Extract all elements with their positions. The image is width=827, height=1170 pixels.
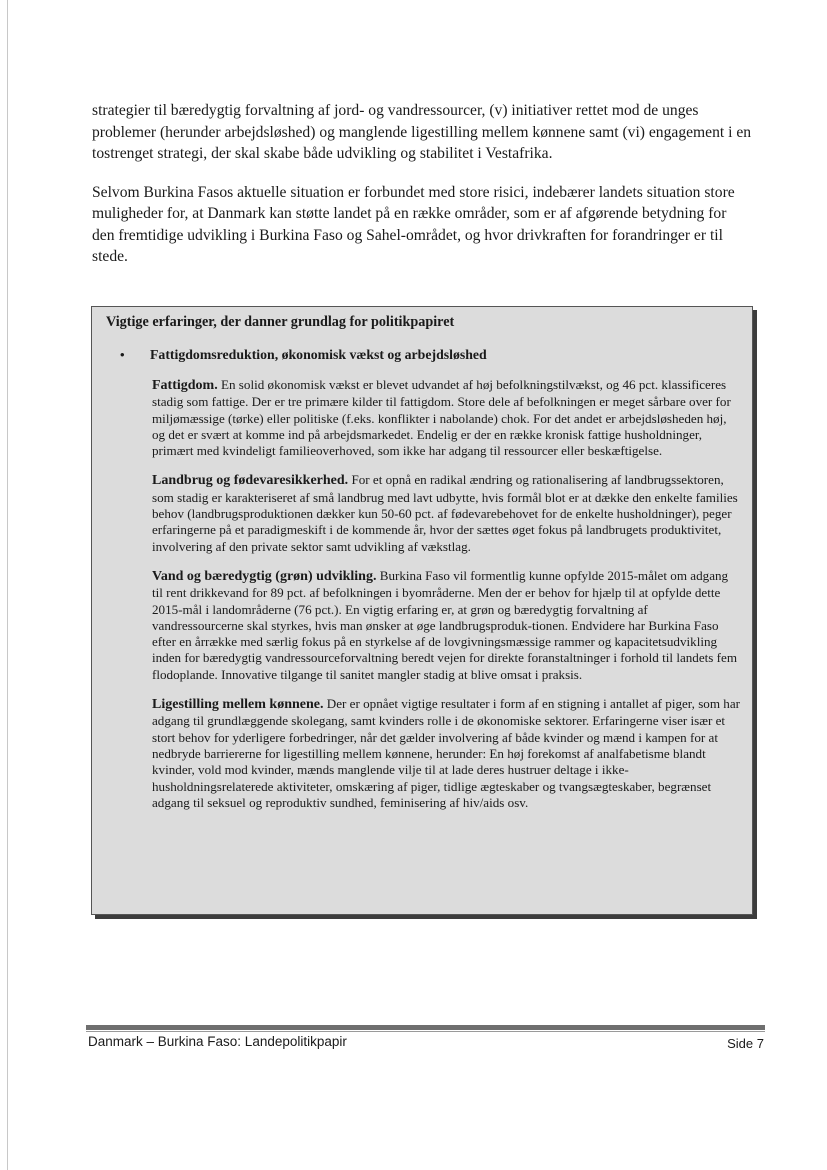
section-agriculture: [152, 472, 740, 554]
intro-paragraph-2: Selvom Burkina Fasos aktuelle situation er forbundet med store risici, indebærer landets situation store muligheder for, at Danmark kan støtte landet på en række områder, som er af afgørende betydning for den fremtidige udvikling i Burkina Faso og Sahel-området, og hvor drivkraften for forandringer er til stede.: [92, 183, 735, 265]
footer-rule: [86, 1025, 765, 1030]
intro-text: [92, 100, 752, 285]
bullet-heading: Fattigdomsreduktion, økonomisk vækst og arbejdsløshed: [150, 347, 487, 362]
section-lead: Landbrug og fødevaresikkerhed.: [152, 473, 349, 489]
intro-paragraph-1: strategier til bæredygtig forvaltning af jord- og vandressourcer, (v) initiativer rettet mod de unges problemer (herunder arbejdsløshed) og manglende ligestilling mellem kønnene samt (vi) engagement i en tostrenget strategi, der skal skabe både udvikling og stabilitet i Vestafrika.: [92, 102, 752, 162]
section-lead: Vand og bæredygtig (grøn) udvikling.: [152, 568, 377, 584]
section-lead: Ligestilling mellem kønnene.: [152, 697, 324, 713]
footer-document-title: Danmark – Burkina Faso: Landepolitikpapir: [88, 1034, 347, 1049]
footer-rule-thin: [86, 1031, 765, 1032]
box-title: Vigtige erfaringer, der danner grundlag for politikpapiret: [106, 314, 455, 330]
bullet-heading-line: [120, 347, 740, 363]
page-left-edge: [7, 0, 8, 1170]
bullet-icon: •: [120, 347, 125, 362]
section-text: For et opnå en radikal ændring og rationalisering af landbrugssektoren, som stadig er karakteriseret af små landbrug med lavt udbytte, hvis formål blot er at dække den enkelte families behov (landbrugsproduktionen dækker kun 50-60 pct. af fødevarebehovet for de enkelte husholdninger), peger erfaringerne på et paradigmeskift i de kommende år, hvor der sættes øget fokus på landbrugets produktivitet, involvering af den private sektor samt udvikling af vækstlag.: [152, 472, 738, 554]
footer-page-number: Side 7: [727, 1036, 764, 1051]
section-water: [152, 568, 740, 683]
section-gender: [152, 696, 740, 811]
section-lead: Fattigdom.: [152, 378, 218, 393]
section-text: En solid økonomisk vækst er blevet udvandet af høj befolkningstilvækst, og 46 pct. klassificeres stadig som fattige. Der er tre primære kilder til fattigdom. Store dele af befolkningen er meget sårbare over for miljømæssige (tørke) eller politiske (f.eks. konflikter i nabolande) chok. For det andet er arbejdsløsheden høj, og det er svært at komme ind på arbejdsmarkedet. Endelig er der en række kronisk fattige husholdninger, primært med kvindeligt familieoverhoved, som ikke har adgang til ressourcer eller beskæftigelse.: [152, 377, 731, 459]
section-poverty: [152, 377, 740, 459]
section-text: Der er opnået vigtige resultater i form af en stigning i antallet af piger, som har adgang til grundlæggende skolegang, samt kvinders rolle i de økonomiske sektorer. Erfaringerne viser især et stort behov for yderligere forbedringer, når det gælder involvering af både kvinder og mænd i kampen for at nedbryde barriererne for ligestilling mellem kønnene, herunder: En høj forekomst af analfabetisme blandt kvinder, vold mod kvinder, mænds manglende vilje til at lade deres hustruer deltage i ikke-husholdningsrelaterede aktiviteter, omskæring af piger, tidlige ægteskaber og tvangsægteskaber, begrænset adgang til seksuel og reproduktiv sundhed, feminisering af hiv/aids osv.: [152, 696, 741, 810]
lessons-box: [91, 306, 753, 915]
section-text: Burkina Faso vil formentlig kunne opfylde 2015-målet om adgang til rent drikkevand for 89 pct. af befolkningen i byområderne. Men der er behov for hjælp til at opfylde dette 2015-mål i landområderne (76 pct.). En vigtig erfaring er, at grøn og bæredygtig forvaltning af vandressourcerne skal styrkes, hvis man ønsker at øge landbrugsproduk-tionen. Endvidere har Burkina Faso efter en årrække med særlig fokus på en styrkelse af de lovgivningsmæssige rammer og kapacitetsudvikling inden for bæredygtig vandressourceforvaltning beredt vejen for direkte foranstaltninger i forhold til landets fem flodoplande. Innovative tilgange til sanitet mangler stadig at blive omsat i praksis.: [152, 567, 738, 682]
